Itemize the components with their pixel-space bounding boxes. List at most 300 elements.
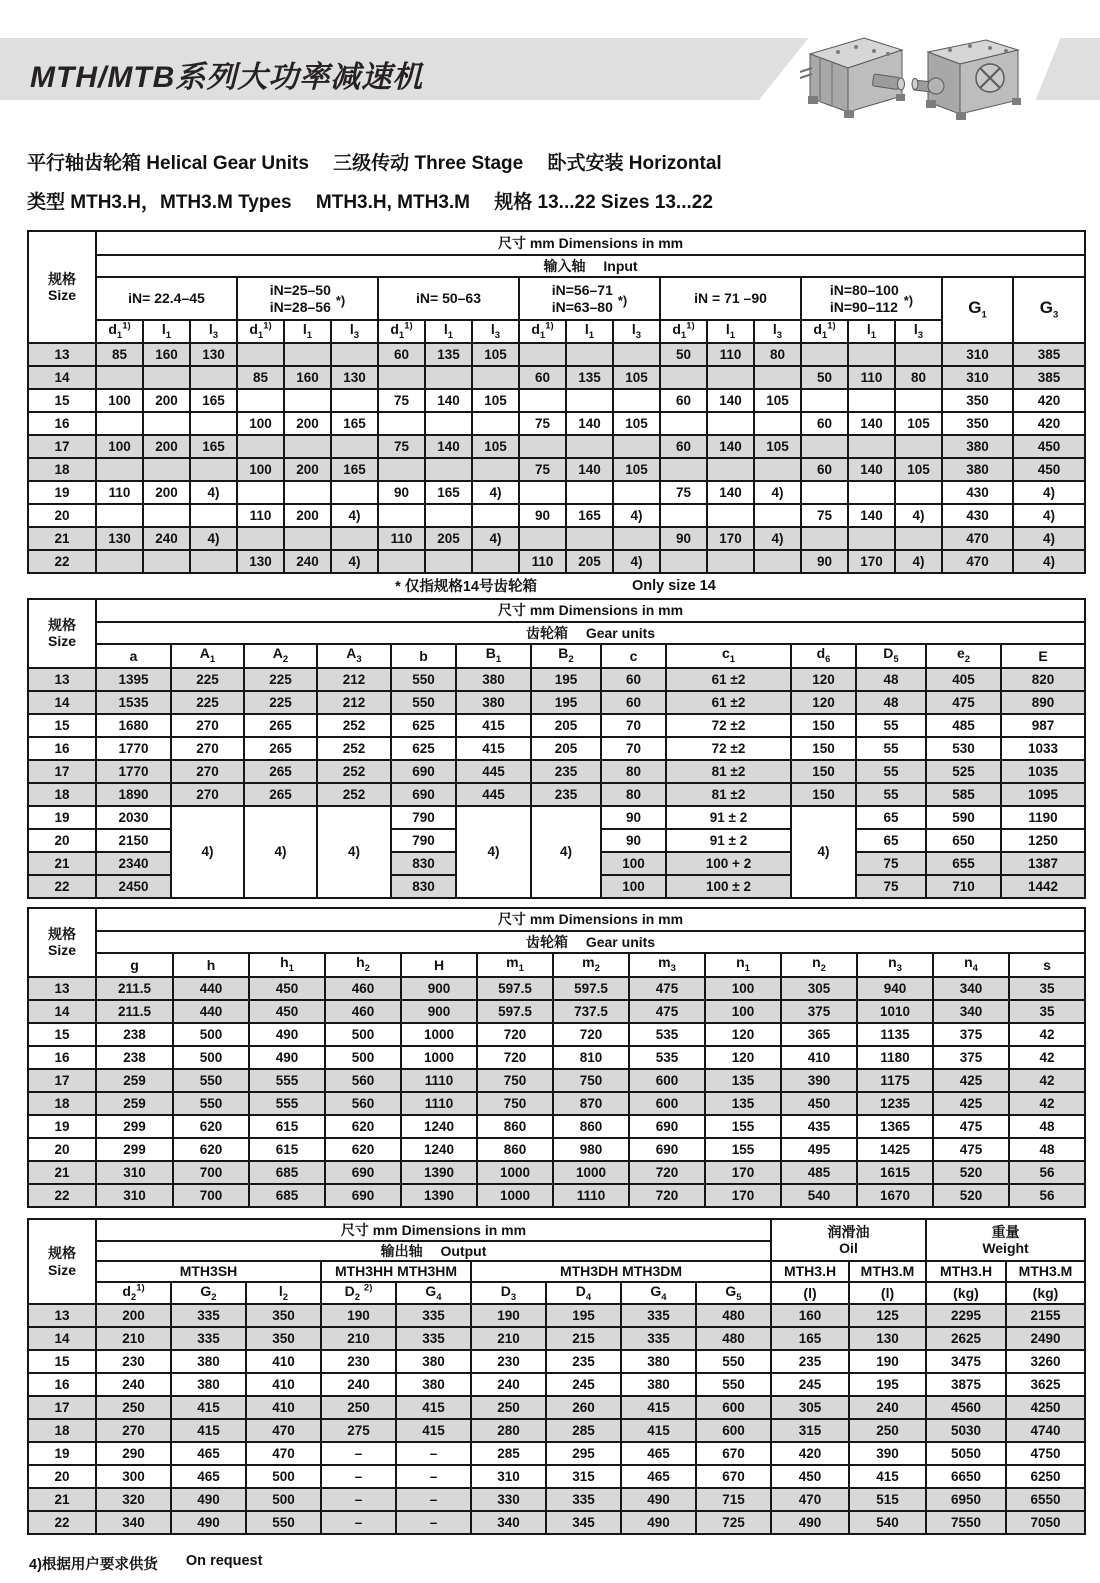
dim-value-cell: 120 <box>705 1046 781 1069</box>
footnote-on-request <box>29 1553 1100 1574</box>
dim-value-cell: 61 ±2 <box>666 691 791 714</box>
dim-value-cell: 600 <box>629 1069 705 1092</box>
dim-value-cell: 70 <box>601 737 666 760</box>
dim-value-cell: 252 <box>317 760 391 783</box>
dim-value-cell: 4) <box>171 806 244 898</box>
dim-value-cell: 150 <box>791 783 856 806</box>
dim-value-cell <box>237 343 284 366</box>
header-cell: iN=56–71 iN=63–80 *) <box>519 277 660 320</box>
dim-value-cell: 72 ±2 <box>666 737 791 760</box>
dim-value-cell: 1615 <box>857 1161 933 1184</box>
dim-value-cell: 300 <box>96 1465 171 1488</box>
dim-value-cell <box>472 550 519 573</box>
dim-value-cell: 900 <box>401 1000 477 1023</box>
dim-value-cell: 460 <box>325 977 401 1000</box>
dim-value-cell: 380 <box>942 458 1013 481</box>
dim-value-cell: 70 <box>601 714 666 737</box>
dim-value-cell: 435 <box>781 1115 857 1138</box>
dim-value-cell: 430 <box>942 481 1013 504</box>
dim-value-cell: 240 <box>96 1373 171 1396</box>
dim-value-cell: 940 <box>857 977 933 1000</box>
dim-value-cell: 4) <box>531 806 601 898</box>
dim-value-cell: 50 <box>660 343 707 366</box>
dim-value-cell: 140 <box>707 389 754 412</box>
dim-value-cell: 4) <box>1013 504 1085 527</box>
dim-value-cell: 120 <box>791 691 856 714</box>
dim-value-cell: 4250 <box>1006 1396 1085 1419</box>
dim-value-cell: 2340 <box>96 852 171 875</box>
dim-value-cell: 48 <box>1009 1115 1085 1138</box>
row-size-cell: 13 <box>28 343 96 366</box>
dim-value-cell: 470 <box>771 1488 849 1511</box>
dim-value-cell: 597.5 <box>477 977 553 1000</box>
row-size-cell: 20 <box>28 504 96 527</box>
dim-value-cell: 270 <box>171 783 244 806</box>
dim-value-cell: 81 ±2 <box>666 760 791 783</box>
dim-value-cell: 170 <box>848 550 895 573</box>
dim-value-cell: 1240 <box>401 1115 477 1138</box>
dim-value-cell: 385 <box>1013 343 1085 366</box>
header-cell: b <box>391 644 456 668</box>
dim-value-cell <box>754 458 801 481</box>
dim-value-cell: 425 <box>933 1092 1009 1115</box>
dim-value-cell: 350 <box>942 389 1013 412</box>
dim-value-cell <box>660 504 707 527</box>
dim-value-cell: 60 <box>801 412 848 435</box>
dim-value-cell: 210 <box>96 1327 171 1350</box>
header-cell: $c_1$ <box>666 644 791 668</box>
dim-value-cell: 1890 <box>96 783 171 806</box>
dim-value-cell: 415 <box>396 1419 471 1442</box>
row-size-cell: 15 <box>28 1023 96 1046</box>
dim-value-cell: 750 <box>477 1069 553 1092</box>
dim-value-cell: 4) <box>895 504 942 527</box>
dim-value-cell: 295 <box>546 1442 621 1465</box>
dim-value-cell: 100 <box>96 435 143 458</box>
dim-value-cell: 110 <box>237 504 284 527</box>
dim-value-cell: 4) <box>190 527 237 550</box>
header-cell: $A_2$ <box>244 644 317 668</box>
dim-value-cell: 105 <box>754 389 801 412</box>
dim-value-cell: 270 <box>171 737 244 760</box>
dim-value-cell: 460 <box>325 1000 401 1023</box>
dim-value-cell <box>190 412 237 435</box>
header-cell: 润滑油 Oil <box>771 1219 926 1261</box>
dim-value-cell: – <box>321 1511 396 1534</box>
dim-value-cell: 585 <box>926 783 1001 806</box>
dim-value-cell: 60 <box>660 389 707 412</box>
dim-value-cell <box>707 504 754 527</box>
dim-value-cell: 105 <box>472 389 519 412</box>
dim-value-cell: 450 <box>1013 458 1085 481</box>
dim-value-cell <box>378 458 425 481</box>
dim-value-cell <box>566 343 613 366</box>
dim-value-cell: 200 <box>96 1304 171 1327</box>
header-cell: 尺寸 mm Dimensions in mm <box>96 908 1085 931</box>
header-cell: $l_2$ <box>246 1282 321 1305</box>
dim-value-cell: 550 <box>246 1511 321 1534</box>
dim-value-cell: 440 <box>173 1000 249 1023</box>
dim-value-cell: 410 <box>781 1046 857 1069</box>
dim-value-cell: 100 <box>705 977 781 1000</box>
dim-value-cell: 310 <box>471 1465 546 1488</box>
dim-value-cell: 415 <box>621 1396 696 1419</box>
dim-value-cell: 60 <box>801 458 848 481</box>
dim-value-cell: 100 <box>705 1000 781 1023</box>
dim-value-cell: 100 + 2 <box>666 852 791 875</box>
dim-value-cell: 265 <box>244 737 317 760</box>
row-size-cell: 14 <box>28 691 96 714</box>
dim-value-cell: – <box>396 1442 471 1465</box>
dim-value-cell: 75 <box>660 481 707 504</box>
dim-value-cell: 1535 <box>96 691 171 714</box>
dim-value-cell: 670 <box>696 1465 771 1488</box>
dim-value-cell <box>425 504 472 527</box>
gearbox-photo-1 <box>798 26 910 120</box>
dim-value-cell: 490 <box>249 1023 325 1046</box>
row-size-cell: 18 <box>28 1092 96 1115</box>
dim-value-cell: 120 <box>791 668 856 691</box>
dim-value-cell: – <box>321 1465 396 1488</box>
dim-value-cell: 212 <box>317 668 391 691</box>
dim-value-cell: 700 <box>173 1184 249 1207</box>
gear-units-table-a <box>27 598 1100 899</box>
row-size-cell: 18 <box>28 783 96 806</box>
dim-value-cell <box>331 343 378 366</box>
footnote-on-request-zh: 4)根据用户要求供货 <box>29 1557 158 1574</box>
dim-value-cell: 2450 <box>96 875 171 898</box>
row-size-cell: 21 <box>28 1161 96 1184</box>
dim-value-cell: 1000 <box>401 1023 477 1046</box>
dim-value-cell: 3875 <box>926 1373 1006 1396</box>
dim-value-cell: 465 <box>621 1442 696 1465</box>
dim-value-cell: 597.5 <box>477 1000 553 1023</box>
header-cell: s <box>1009 953 1085 977</box>
dim-value-cell: 490 <box>621 1488 696 1511</box>
dim-value-cell: 42 <box>1009 1023 1085 1046</box>
dim-value-cell: 299 <box>96 1138 173 1161</box>
header-cell: $B_2$ <box>531 644 601 668</box>
dim-value-cell <box>754 412 801 435</box>
header-cell: $G_4$ <box>621 1282 696 1305</box>
dim-value-cell: 60 <box>378 343 425 366</box>
dim-value-cell: 480 <box>696 1304 771 1327</box>
header-cell: $n_1$ <box>705 953 781 977</box>
dim-value-cell: 750 <box>477 1092 553 1115</box>
row-size-cell: 14 <box>28 1327 96 1350</box>
dim-value-cell <box>237 481 284 504</box>
dim-value-cell: 81 ±2 <box>666 783 791 806</box>
dim-value-cell <box>143 504 190 527</box>
dim-value-cell <box>707 366 754 389</box>
dim-value-cell: 75 <box>519 458 566 481</box>
dim-value-cell: – <box>396 1511 471 1534</box>
dim-value-cell: 200 <box>143 435 190 458</box>
dim-value-cell: 1365 <box>857 1115 933 1138</box>
header-cell: $l_3$ <box>754 320 801 343</box>
dim-value-cell: 4) <box>1013 481 1085 504</box>
dim-value-cell: 195 <box>546 1304 621 1327</box>
dim-value-cell: 860 <box>553 1115 629 1138</box>
header-cell: h <box>173 953 249 977</box>
dim-value-cell <box>801 481 848 504</box>
dim-value-cell <box>472 458 519 481</box>
footnote-only-size-14-en: Only size 14 <box>631 577 716 594</box>
dim-value-cell: 900 <box>401 977 477 1000</box>
dim-value-cell: 375 <box>781 1000 857 1023</box>
dim-value-cell: 260 <box>546 1396 621 1419</box>
dim-value-cell: 1395 <box>96 668 171 691</box>
dim-value-cell: 315 <box>771 1419 849 1442</box>
dim-value-cell: 500 <box>246 1465 321 1488</box>
dim-value-cell: 490 <box>249 1046 325 1069</box>
dim-value-cell: 211.5 <box>96 1000 173 1023</box>
dim-value-cell: 600 <box>696 1419 771 1442</box>
dim-value-cell: 211.5 <box>96 977 173 1000</box>
dim-value-cell <box>472 412 519 435</box>
dim-value-cell: 380 <box>942 435 1013 458</box>
header-cell: $A_3$ <box>317 644 391 668</box>
dim-value-cell: 265 <box>244 760 317 783</box>
row-size-cell: 16 <box>28 1373 96 1396</box>
dim-value-cell <box>566 389 613 412</box>
dim-value-cell: 225 <box>244 691 317 714</box>
dim-value-cell: 190 <box>471 1304 546 1327</box>
row-size-cell: 17 <box>28 1069 96 1092</box>
dim-value-cell <box>331 435 378 458</box>
dim-value-cell: 500 <box>246 1488 321 1511</box>
dim-value-cell <box>96 412 143 435</box>
dim-value-cell: 380 <box>456 691 531 714</box>
dim-value-cell: 55 <box>856 714 926 737</box>
header-cell: $d_1^{1)}$ <box>237 320 284 343</box>
header-cell: 规格 Size <box>28 1219 96 1305</box>
dim-value-cell <box>96 366 143 389</box>
header-cell: $m_2$ <box>553 953 629 977</box>
dim-value-cell: 225 <box>171 668 244 691</box>
dim-value-cell: 415 <box>171 1396 246 1419</box>
dim-value-cell: 250 <box>849 1419 926 1442</box>
dim-value-cell <box>566 527 613 550</box>
header-cell: $D_3$ <box>471 1282 546 1305</box>
dim-value-cell: 380 <box>396 1350 471 1373</box>
row-size-cell: 19 <box>28 1442 96 1465</box>
dim-value-cell: 820 <box>1001 668 1085 691</box>
dim-value-cell <box>519 527 566 550</box>
dim-value-cell: 380 <box>621 1350 696 1373</box>
header-cell: MTH3.M <box>849 1261 926 1282</box>
dim-value-cell: 235 <box>771 1350 849 1373</box>
dim-value-cell: 450 <box>1013 435 1085 458</box>
dim-value-cell: 555 <box>249 1092 325 1115</box>
dim-value-cell: 110 <box>848 366 895 389</box>
dim-value-cell <box>331 527 378 550</box>
dim-value-cell: 150 <box>791 737 856 760</box>
dim-value-cell: 80 <box>601 760 666 783</box>
header-cell: c <box>601 644 666 668</box>
row-size-cell: 15 <box>28 1350 96 1373</box>
dim-value-cell: 140 <box>707 435 754 458</box>
dim-value-cell <box>754 550 801 573</box>
gearbox-photo-2 <box>906 28 1024 122</box>
row-size-cell: 13 <box>28 1304 96 1327</box>
dim-value-cell: 100 <box>601 852 666 875</box>
dim-value-cell: 85 <box>237 366 284 389</box>
dim-value-cell <box>660 458 707 481</box>
gear-units-table-b <box>27 907 1100 1208</box>
banner-right-slash <box>1035 38 1100 100</box>
dim-value-cell: 625 <box>391 737 456 760</box>
dim-value-cell <box>660 366 707 389</box>
dim-value-cell <box>472 366 519 389</box>
dim-value-cell: 335 <box>396 1304 471 1327</box>
dim-value-cell: 1190 <box>1001 806 1085 829</box>
dim-value-cell: 615 <box>249 1115 325 1138</box>
dim-value-cell: 1000 <box>477 1161 553 1184</box>
dim-value-cell: 620 <box>173 1138 249 1161</box>
dim-value-cell: 485 <box>926 714 1001 737</box>
header-cell: $h_2$ <box>325 953 401 977</box>
dim-value-cell <box>566 435 613 458</box>
header-cell: 规格 Size <box>28 908 96 977</box>
dim-value-cell: 550 <box>696 1350 771 1373</box>
dim-value-cell <box>519 435 566 458</box>
dim-value-cell <box>96 504 143 527</box>
header-cell: $e_2$ <box>926 644 1001 668</box>
dim-value-cell: 1000 <box>401 1046 477 1069</box>
dim-value-cell <box>895 481 942 504</box>
dim-value-cell: 1010 <box>857 1000 933 1023</box>
dim-value-cell: 620 <box>325 1115 401 1138</box>
dim-value-cell: 210 <box>471 1327 546 1350</box>
dim-value-cell: 1240 <box>401 1138 477 1161</box>
dim-value-cell: 2030 <box>96 806 171 829</box>
dim-value-cell: 105 <box>613 366 660 389</box>
dim-value-cell: 525 <box>926 760 1001 783</box>
header-cell: $m_1$ <box>477 953 553 977</box>
header-cell: a <box>96 644 171 668</box>
dim-value-cell: 3260 <box>1006 1350 1085 1373</box>
dim-value-cell: 160 <box>771 1304 849 1327</box>
dim-value-cell: 90 <box>601 806 666 829</box>
dim-value-cell: 600 <box>696 1396 771 1419</box>
dim-value-cell <box>566 481 613 504</box>
dim-value-cell: 310 <box>96 1184 173 1207</box>
dim-value-cell: 1000 <box>477 1184 553 1207</box>
dim-value-cell <box>613 389 660 412</box>
dim-value-cell: 655 <box>926 852 1001 875</box>
dim-value-cell: 3625 <box>1006 1373 1085 1396</box>
dim-value-cell: 380 <box>171 1373 246 1396</box>
dim-value-cell: 60 <box>601 691 666 714</box>
dim-value-cell: 240 <box>849 1396 926 1419</box>
dim-value-cell: 110 <box>96 481 143 504</box>
dim-value-cell: 150 <box>791 760 856 783</box>
dim-value-cell: 490 <box>171 1488 246 1511</box>
header-cell: H <box>401 953 477 977</box>
dim-value-cell: 340 <box>933 1000 1009 1023</box>
header-cell: iN= 22.4–45 <box>96 277 237 320</box>
header-cell: $d_1^{1)}$ <box>519 320 566 343</box>
dim-value-cell: 42 <box>1009 1092 1085 1115</box>
dim-value-cell: 270 <box>96 1419 171 1442</box>
dim-value-cell: 230 <box>321 1350 396 1373</box>
dim-value-cell: 420 <box>771 1442 849 1465</box>
dim-value-cell: 2155 <box>1006 1304 1085 1327</box>
dim-value-cell: 670 <box>696 1442 771 1465</box>
dim-value-cell: 48 <box>1009 1138 1085 1161</box>
dim-value-cell: 250 <box>471 1396 546 1419</box>
dim-value-cell: 7050 <box>1006 1511 1085 1534</box>
header-cell: $n_3$ <box>857 953 933 977</box>
dim-value-cell: 140 <box>707 481 754 504</box>
input-dimensions-table <box>27 230 1100 574</box>
dim-value-cell: 75 <box>801 504 848 527</box>
dim-value-cell <box>425 458 472 481</box>
dim-value-cell: 4750 <box>1006 1442 1085 1465</box>
dim-value-cell: 190 <box>321 1304 396 1327</box>
dim-value-cell: 600 <box>629 1092 705 1115</box>
dim-value-cell: 105 <box>895 412 942 435</box>
dim-value-cell: 1387 <box>1001 852 1085 875</box>
output-shaft-oil-weight <box>27 1218 1086 1536</box>
dim-value-cell: 470 <box>246 1419 321 1442</box>
dim-value-cell: 125 <box>849 1304 926 1327</box>
dim-value-cell: 4740 <box>1006 1419 1085 1442</box>
dim-value-cell: 715 <box>696 1488 771 1511</box>
dim-value-cell: 415 <box>621 1419 696 1442</box>
dim-value-cell: 200 <box>143 481 190 504</box>
dim-value-cell: 252 <box>317 714 391 737</box>
footnote-only-size-14-zh: * 仅指规格14号齿轮箱 <box>395 579 537 596</box>
dim-value-cell: 245 <box>771 1373 849 1396</box>
dim-value-cell: 170 <box>707 527 754 550</box>
dim-value-cell: 190 <box>849 1350 926 1373</box>
header-cell: iN = 71 –90 <box>660 277 801 320</box>
dim-value-cell: 130 <box>331 366 378 389</box>
dim-value-cell <box>378 366 425 389</box>
header-cell: 规格 Size <box>28 231 96 343</box>
dim-value-cell <box>331 481 378 504</box>
dim-value-cell: 1000 <box>553 1161 629 1184</box>
header-cell: $d_1^{1)}$ <box>660 320 707 343</box>
dim-value-cell: 140 <box>848 458 895 481</box>
dim-value-cell: 155 <box>705 1115 781 1138</box>
dim-value-cell: 130 <box>96 527 143 550</box>
dim-value-cell: 195 <box>531 668 601 691</box>
dim-value-cell: 3475 <box>926 1350 1006 1373</box>
dim-value-cell: – <box>396 1465 471 1488</box>
dim-value-cell <box>660 412 707 435</box>
dim-value-cell: 620 <box>173 1115 249 1138</box>
header-cell: $d_1^{1)}$ <box>801 320 848 343</box>
dim-value-cell: 165 <box>331 458 378 481</box>
header-cell: 输出轴 Output <box>96 1241 771 1261</box>
dim-value-cell: 440 <box>173 977 249 1000</box>
header-cell: iN= 50–63 <box>378 277 519 320</box>
header-cell: (l) <box>849 1282 926 1305</box>
dim-value-cell: 56 <box>1009 1161 1085 1184</box>
dim-value-cell: 4) <box>317 806 391 898</box>
dim-value-cell: 225 <box>171 691 244 714</box>
dim-value-cell: 285 <box>471 1442 546 1465</box>
dim-value-cell: 445 <box>456 760 531 783</box>
dim-value-cell: 445 <box>456 783 531 806</box>
dim-value-cell <box>96 550 143 573</box>
row-size-cell: 20 <box>28 829 96 852</box>
dim-value-cell: 105 <box>472 343 519 366</box>
dim-value-cell: 490 <box>171 1511 246 1534</box>
